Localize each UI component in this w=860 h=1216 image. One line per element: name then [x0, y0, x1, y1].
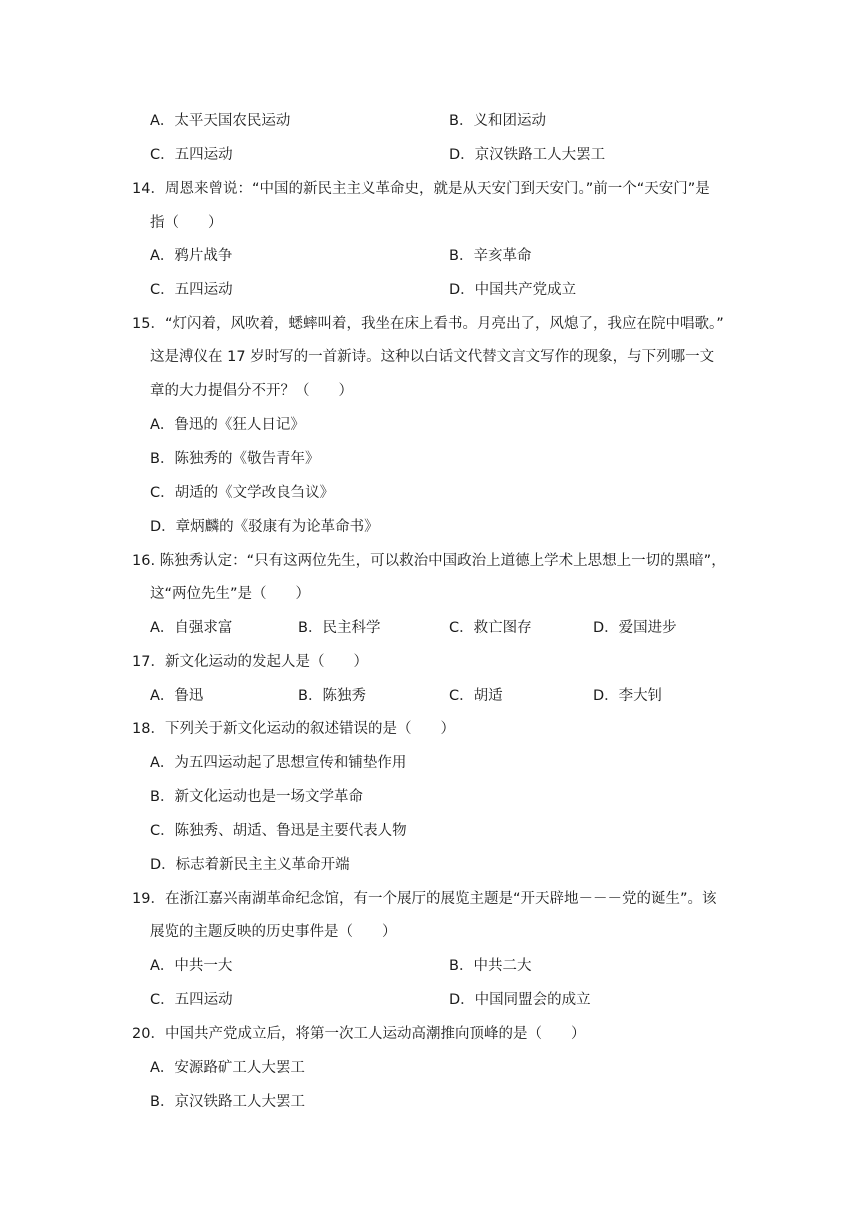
q20-option-a: A．安源路矿工人大罢工	[150, 1060, 305, 1076]
q17-option-a: A．鲁迅	[150, 688, 204, 704]
q16-stem-line2: 这“两位先生”是（ ）	[150, 586, 311, 602]
q18-option-c: C．陈独秀、胡适、鲁迅是主要代表人物	[150, 823, 407, 839]
q15-option-c: C．胡适的《文学改良刍议》	[150, 485, 335, 501]
q19-option-c: C．五四运动	[150, 992, 233, 1008]
q16-option-b: B．民主科学	[298, 620, 381, 636]
q14-stem-line2: 指（ ）	[150, 215, 223, 231]
q19-option-d: D．中国同盟会的成立	[449, 992, 591, 1008]
q17-option-b: B．陈独秀	[298, 688, 366, 704]
q15-option-b: B．陈独秀的《敬告青年》	[150, 451, 320, 467]
q19-stem-line2: 展览的主题反映的历史事件是（ ）	[150, 924, 397, 940]
q13-option-a: A．太平天国农民运动	[150, 113, 291, 129]
q14-stem-line1: 14．周恩来曾说：“中国的新民主主义革命史，就是从天安门到天安门。”前一个“天安门”是	[132, 181, 710, 197]
q16-option-c: C．救亡图存	[449, 620, 532, 636]
q18-option-d: D．标志着新民主主义革命开端	[150, 857, 350, 873]
q17-option-d: D．李大钊	[593, 688, 663, 704]
q16-stem-line1: 16. 陈独秀认定：“只有这两位先生，可以救治中国政治上道德上学术上思想上一切的黑暗”，	[132, 553, 726, 569]
q16-option-a: A．自强求富	[150, 620, 233, 636]
q14-option-c: C．五四运动	[150, 282, 233, 298]
q14-option-a: A．鸦片战争	[150, 248, 233, 264]
q14-option-d: D．中国共产党成立	[449, 282, 577, 298]
q18-option-b: B．新文化运动也是一场文学革命	[150, 789, 363, 805]
q13-option-b: B．义和团运动	[449, 113, 546, 129]
q19-stem-line1: 19．在浙江嘉兴南湖革命纪念馆，有一个展厅的展览主题是“开天辟地－－－党的诞生”。该	[132, 891, 717, 907]
q20-option-b: B．京汉铁路工人大罢工	[150, 1094, 305, 1110]
q19-option-a: A．中共一大	[150, 958, 233, 974]
q20-stem-line1: 20．中国共产党成立后，将第一次工人运动高潮推向顶峰的是（ ）	[132, 1026, 586, 1042]
q15-stem-line3: 章的大力提倡分不开？（ ）	[150, 383, 353, 399]
q15-stem-line1: 15．“灯闪着，风吹着，蟋蟀叫着，我坐在床上看书。月亮出了，风熄了，我应在院中唱歌。”	[132, 316, 724, 332]
q17-option-c: C．胡适	[449, 688, 503, 704]
q16-option-d: D．爱国进步	[593, 620, 677, 636]
q17-stem-line1: 17．新文化运动的发起人是（ ）	[132, 654, 368, 670]
q13-option-d: D．京汉铁路工人大罢工	[449, 147, 606, 163]
q15-option-a: A．鲁迅的《狂人日记》	[150, 417, 305, 433]
q15-stem-line2: 这是溥仪在 17 岁时写的一首新诗。这种以白话文代替文言文写作的现象，与下列哪一文	[150, 349, 715, 365]
q13-option-c: C．五四运动	[150, 147, 233, 163]
q14-option-b: B．辛亥革命	[449, 248, 532, 264]
q18-stem-line1: 18．下列关于新文化运动的叙述错误的是（ ）	[132, 721, 455, 737]
q18-option-a: A．为五四运动起了思想宣传和铺垫作用	[150, 755, 407, 771]
q15-option-d: D．章炳麟的《驳康有为论革命书》	[150, 519, 379, 535]
q19-option-b: B．中共二大	[449, 958, 532, 974]
